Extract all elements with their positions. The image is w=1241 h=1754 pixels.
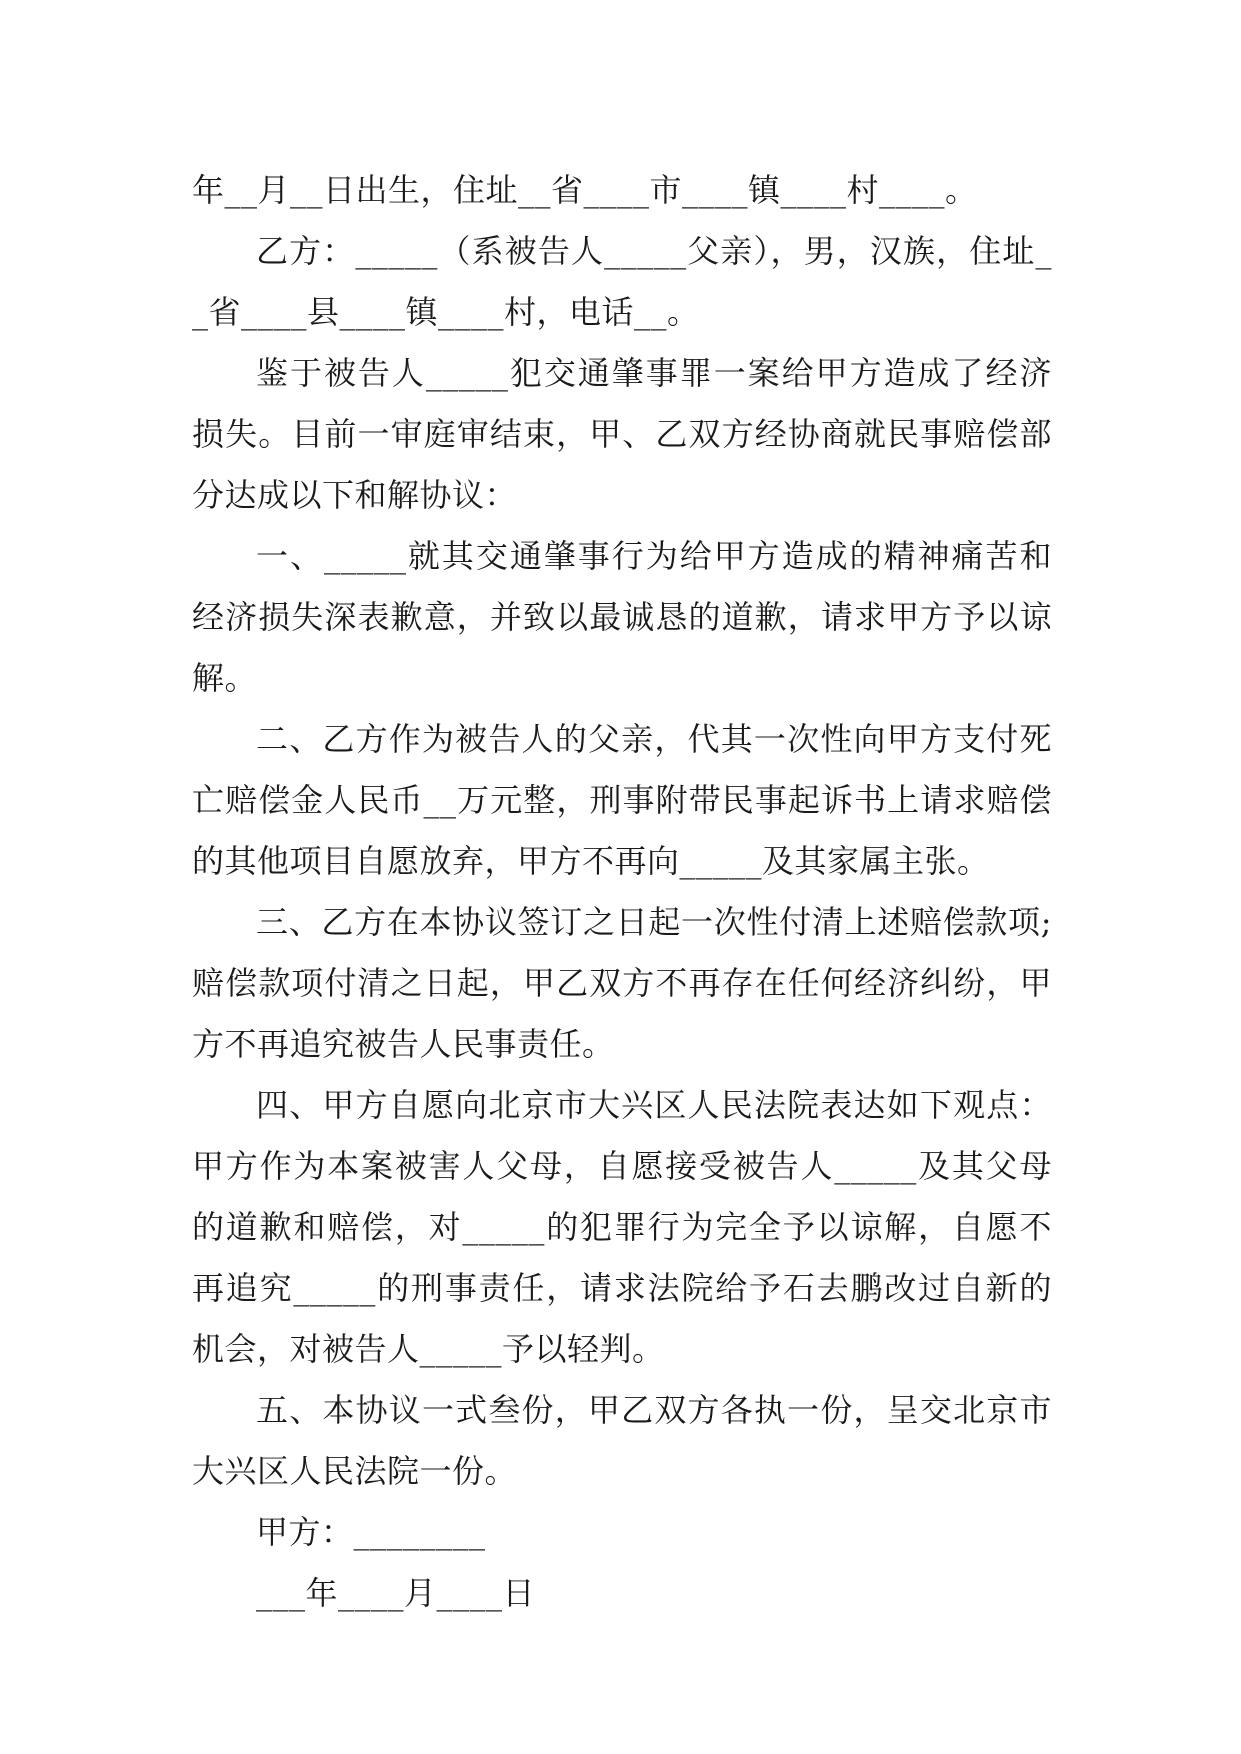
clause-5: 五、本协议一式叁份，甲乙双方各执一份，呈交北京市大兴区人民法院一份。 — [192, 1391, 1052, 1490]
paragraph-party-b: 乙方：_____（系被告人_____父亲），男，汉族，住址__省____县____镇____村，电话__。 — [192, 232, 1052, 331]
clause-4: 四、甲方自愿向北京市大兴区人民法院表达如下观点：甲方作为本案被害人父母，自愿接受被告人_____及其父母的道歉和赔偿，对_____的犯罪行为完全予以谅解，自愿不再追究_____的刑事责任，请求法院给予石去鹏改过自新的机会，对被告人_____予以轻判。 — [192, 1086, 1052, 1368]
signature-party-a: 甲方：________ — [256, 1513, 486, 1551]
clause-1: 一、_____就其交通肇事行为给甲方造成的精神痛苦和经济损失深表歉意，并致以最诚恳的道歉，请求甲方予以谅解。 — [192, 537, 1052, 697]
paragraph-preamble: 鉴于被告人_____犯交通肇事罪一案给甲方造成了经济损失。目前一审庭审结束，甲、乙双方经协商就民事赔偿部分达成以下和解协议： — [192, 354, 1052, 514]
document-body — [192, 160, 1052, 1624]
paragraph-birth-address: 年__月__日出生，住址__省____市____镇____村____。 — [192, 171, 978, 209]
clause-2: 二、乙方作为被告人的父亲，代其一次性向甲方支付死亡赔偿金人民币__万元整，刑事附带民事起诉书上请求赔偿的其他项目自愿放弃，甲方不再向_____及其家属主张。 — [192, 720, 1052, 880]
clause-3: 三、乙方在本协议签订之日起一次性付清上述赔偿款项;赔偿款项付清之日起，甲乙双方不再存在任何经济纠纷，甲方不再追究被告人民事责任。 — [192, 903, 1052, 1063]
signature-date: ___年____月____日 — [256, 1574, 536, 1612]
